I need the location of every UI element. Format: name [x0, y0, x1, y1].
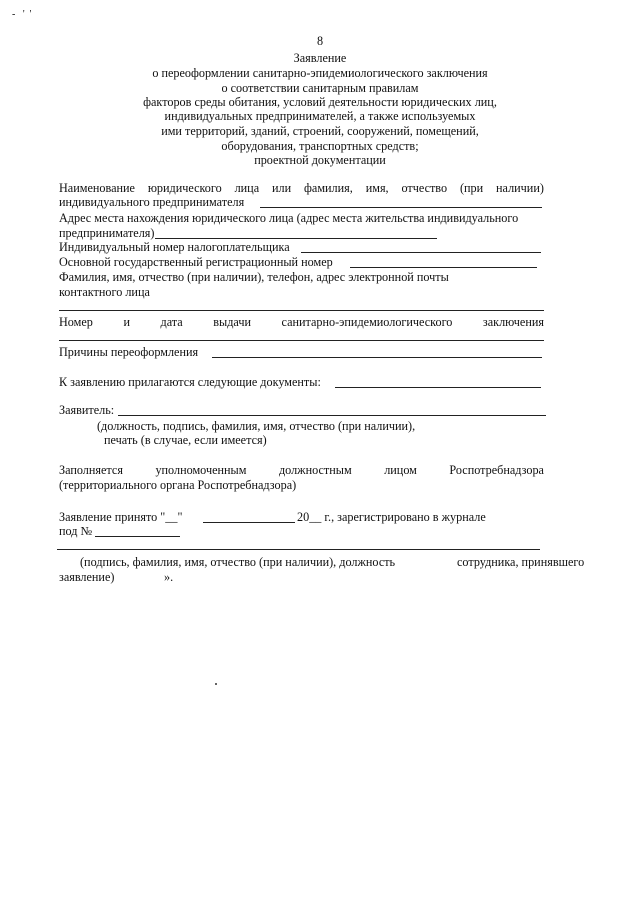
acceptance-year: 20__ г., зарегистрировано в журнале: [297, 510, 486, 524]
signature-note-right: сотрудника, принявшего: [457, 555, 585, 569]
conclusion-input-line[interactable]: [59, 340, 544, 341]
name-field-label: [59, 181, 544, 195]
conclusion-word: дата: [160, 315, 183, 329]
page-number: 8: [316, 34, 324, 48]
applicant-label: Заявитель:: [59, 403, 115, 417]
name-word: или: [272, 181, 292, 195]
inn-label: Индивидуальный номер налогоплательщика: [59, 240, 290, 254]
applicant-note-2: печать (в случае, если имеется): [104, 433, 267, 447]
conclusion-word: Номер: [59, 315, 93, 329]
signature-note-2: заявление): [59, 570, 115, 584]
applicant-note: (должность, подпись, фамилия, имя, отчество (при наличии),: [97, 419, 416, 433]
reasons-input-line[interactable]: [212, 357, 542, 358]
ogrn-label: Основной государственный регистрационный номер: [59, 255, 333, 269]
acceptance-number-line[interactable]: [95, 536, 180, 537]
official-word: Роспотребнадзора: [449, 463, 544, 477]
contact-label: Фамилия, имя, отчество (при наличии), телефон, адрес электронной почты: [59, 270, 449, 284]
name-field-label-2: индивидуального предпринимателя: [59, 195, 245, 209]
title-line: оборудования, транспортных средств;: [221, 139, 419, 153]
name-word: фамилия,: [304, 181, 353, 195]
signature-closing-quote: ».: [164, 570, 174, 584]
contact-label-2: контактного лица: [59, 285, 150, 299]
conclusion-word: заключения: [482, 315, 544, 329]
title-line: проектной документации: [254, 153, 386, 167]
conclusion-word: выдачи: [213, 315, 251, 329]
conclusion-word: и: [123, 315, 130, 329]
address-label-2: предпринимателя): [59, 226, 155, 240]
name-word: лица: [234, 181, 260, 195]
name-word: отчество: [401, 181, 448, 195]
signature-note: (подпись, фамилия, имя, отчество (при наличии), должность: [80, 555, 396, 569]
title-line: о переоформлении санитарно-эпидемиологического заключения: [152, 66, 488, 80]
contact-input-line[interactable]: [59, 310, 544, 311]
official-word: Заполняется: [59, 463, 123, 477]
official-word: уполномоченным: [155, 463, 247, 477]
name-word: наличии): [496, 181, 544, 195]
applicant-input-line[interactable]: [118, 415, 546, 416]
documents-input-line[interactable]: [335, 387, 541, 388]
official-word: лицом: [384, 463, 417, 477]
address-label: Адрес места нахождения юридического лица (адрес места жительства индивидуального: [59, 211, 519, 225]
official-note-2: (территориального органа Роспотребнадзора): [59, 478, 297, 492]
scan-mark: - ' ': [12, 9, 32, 20]
ogrn-input-line[interactable]: [350, 267, 537, 268]
conclusion-word: санитарно-эпидемиологического: [281, 315, 453, 329]
title-line: ими территорий, зданий, строений, сооружений, помещений,: [161, 124, 479, 138]
scan-dot: [215, 683, 217, 685]
name-word: имя,: [365, 181, 389, 195]
inn-input-line[interactable]: [301, 252, 541, 253]
name-word: Наименование: [59, 181, 135, 195]
title-line: о соответствии санитарным правилам: [221, 81, 419, 95]
signature-line[interactable]: [57, 549, 540, 550]
official-note: [59, 463, 544, 477]
acceptance-number-label: под №: [59, 524, 93, 538]
title-line: факторов среды обитания, условий деятельности юридических лиц,: [143, 95, 497, 109]
acceptance-date-line[interactable]: [203, 522, 295, 523]
name-word: юридического: [147, 181, 222, 195]
address-input-line[interactable]: [155, 238, 437, 239]
documents-label: К заявлению прилагаются следующие документы:: [59, 375, 321, 389]
acceptance-prefix: Заявление принято "__": [59, 510, 183, 524]
official-word: должностным: [278, 463, 352, 477]
name-input-line[interactable]: [260, 207, 542, 208]
name-word: (при: [459, 181, 484, 195]
reasons-label: Причины переоформления: [59, 345, 199, 359]
title-line: индивидуальных предпринимателей, а также используемых: [164, 109, 476, 123]
document-title: Заявление: [293, 51, 347, 65]
conclusion-label: [59, 315, 544, 329]
